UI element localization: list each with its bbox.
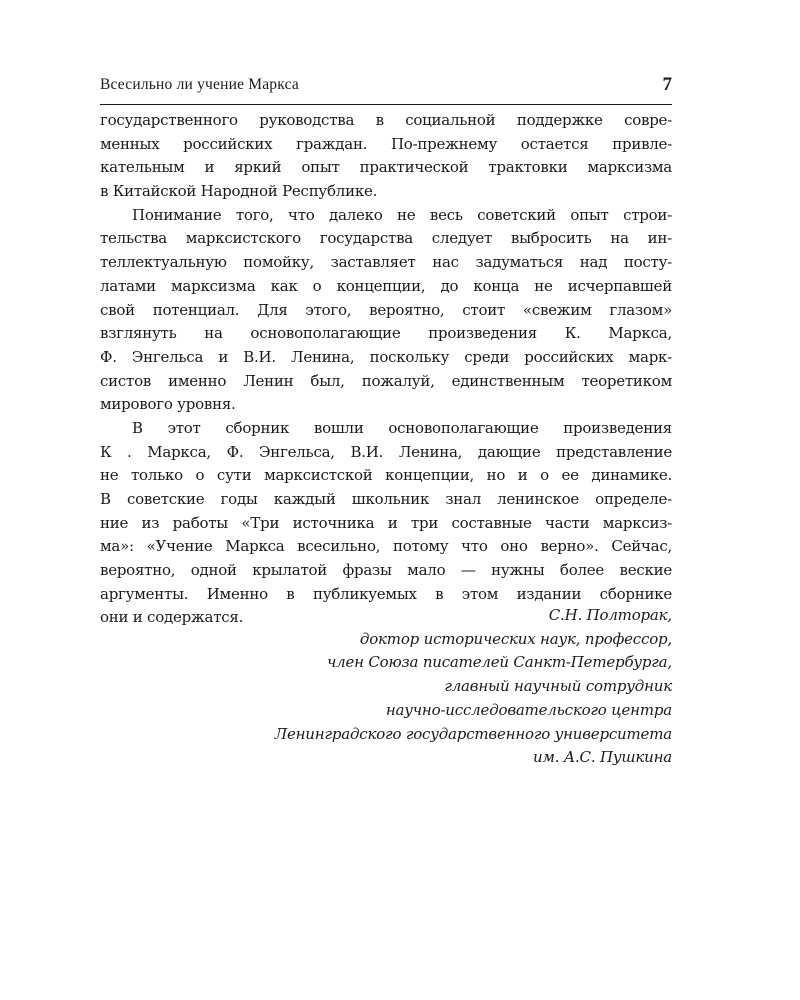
paragraph-3: [100, 417, 672, 630]
author-university-name: им. А.С. Пушкина: [532, 748, 672, 767]
paragraph-2: [100, 204, 672, 417]
author-university: Ленинградского государственного университета: [274, 724, 672, 743]
author-name: С.Н. Полторак,: [548, 606, 672, 624]
page-number: 7: [662, 74, 672, 95]
text-line: теллектуальную помойку, заставляет нас задуматься над посту-: [100, 253, 672, 272]
text-line: В советские годы каждый школьник знал ленинское определе-: [100, 490, 672, 508]
text-line: мирового уровня.: [100, 395, 236, 414]
text-line: тельства марксистского государства следует выбросить на ин-: [100, 229, 672, 248]
text-line: Понимание того, что далеко не весь советский опыт строи-: [132, 205, 672, 224]
text-line: К . Маркса, Ф. Энгельса, В.И. Ленина, дающие представление: [100, 442, 672, 461]
text-line: ние из работы «Три источника и три составные части марксиз-: [100, 513, 672, 532]
text-line: государственного руководства в социальной поддержке совре-: [100, 111, 672, 129]
text-line: взглянуть на основополагающие произведения К. Маркса,: [100, 324, 672, 343]
text-line: систов именно Ленин был, пожалуй, единственным теоретиком: [100, 371, 672, 390]
author-position: главный научный сотрудник: [444, 677, 672, 696]
text-line: в Китайской Народной Республике.: [100, 182, 378, 201]
author-degree: доктор исторических наук, профессор,: [359, 629, 672, 648]
author-membership: член Союза писателей Санкт-Петербурга,: [327, 653, 672, 672]
author-center: научно-исследовательского центра: [385, 700, 672, 719]
text-line: Ф. Энгельса и В.И. Ленина, поскольку среди российских марк-: [100, 347, 672, 366]
author-signature: [275, 604, 672, 770]
page-header: [100, 76, 672, 98]
text-line: аргументы. Именно в публикуемых в этом издании сборнике: [100, 584, 672, 603]
text-line: свой потенциал. Для этого, вероятно, стоит «свежим глазом»: [100, 300, 672, 319]
text-line: менных российских граждан. По-прежнему остается привле-: [100, 134, 672, 153]
text-line: латами марксизма как о концепции, до конца не исчерпавшей: [100, 276, 672, 295]
running-title: Всесильно ли учение Маркса: [100, 76, 299, 93]
header-rule: [100, 104, 672, 105]
body-text: [100, 109, 672, 630]
paragraph-1: [100, 109, 672, 204]
text-line: В этот сборник вошли основополагающие произведения: [132, 418, 672, 437]
text-line: вероятно, одной крылатой фразы мало — нужны более веские: [100, 561, 672, 580]
text-line: кательным и яркий опыт практической трактовки марксизма: [100, 158, 672, 177]
text-line: не только о сути марксистской концепции, но и о ее динамике.: [100, 466, 672, 485]
text-line: они и содержатся.: [100, 608, 244, 627]
text-line: ма»: «Учение Маркса всесильно, потому что оно верно». Сейчас,: [100, 537, 672, 556]
